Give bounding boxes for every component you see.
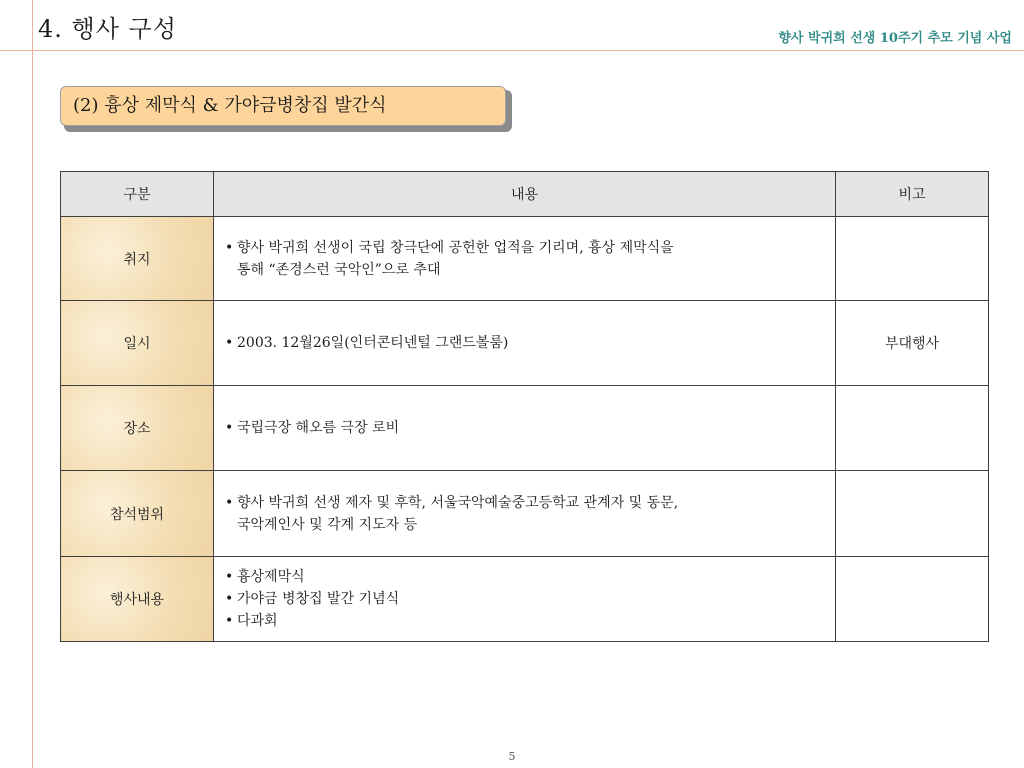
section-heading-box (60, 86, 512, 132)
table-row (61, 301, 989, 386)
bullet-icon: • (225, 613, 234, 629)
row-note: 부대행사 (836, 301, 989, 386)
content-continuation: 통해 “존경스런 국악인”으로 추대 (237, 261, 441, 278)
row-content (214, 386, 836, 471)
content-line (225, 237, 825, 259)
row-note (836, 557, 989, 642)
content-text: 향사 박귀희 선생이 국립 창극단에 공헌한 업적을 기리며, 흉상 제막식을 (237, 239, 674, 256)
content-text: 향사 박귀희 선생 제자 및 후학, 서울국악예술중고등학교 관계자 및 동문, (237, 494, 679, 511)
left-rule-line (32, 0, 33, 768)
row-note (836, 217, 989, 301)
section-heading: (2) 흉상 제막식 & 가야금병창집 발간식 (60, 86, 506, 126)
content-text: 2003. 12월26일(인터콘티넨털 그랜드볼룸) (237, 335, 509, 351)
content-text: 국립극장 해오름 극장 로비 (237, 420, 400, 436)
table-row (61, 471, 989, 557)
row-content (214, 301, 836, 386)
row-note (836, 386, 989, 471)
table-row (61, 217, 989, 301)
bullet-icon: • (225, 420, 234, 436)
row-content (214, 557, 836, 642)
row-label: 일시 (61, 301, 214, 386)
content-text: 가야금 병창집 발간 기념식 (237, 591, 400, 607)
column-header-content: 내용 (214, 172, 836, 217)
row-label: 취지 (61, 217, 214, 301)
row-label: 참석범위 (61, 471, 214, 557)
content-line (225, 417, 825, 439)
bullet-icon: • (225, 569, 234, 585)
project-name: 향사 박귀희 선생 10주기 추모 기념 사업 (778, 31, 1012, 46)
column-header-note: 비고 (836, 172, 989, 217)
row-content (214, 217, 836, 301)
row-label: 행사내용 (61, 557, 214, 642)
content-text: 흉상제막식 (237, 569, 305, 585)
content-line (225, 332, 825, 354)
list-item (225, 566, 825, 588)
row-content (214, 471, 836, 557)
table-header-row (61, 172, 989, 217)
list-item (225, 610, 825, 632)
bullet-icon: • (225, 591, 234, 607)
bullet-icon: • (225, 494, 234, 511)
table-row (61, 386, 989, 471)
column-header-category: 구분 (61, 172, 214, 217)
event-info-table (60, 171, 989, 642)
content-line (225, 492, 825, 514)
top-rule-line (0, 50, 1024, 51)
row-label: 장소 (61, 386, 214, 471)
bullet-icon: • (225, 335, 234, 351)
page-number: 5 (508, 750, 516, 763)
row-note (836, 471, 989, 557)
bullet-icon: • (225, 239, 234, 256)
content-text: 다과회 (237, 613, 278, 629)
list-item (225, 588, 825, 610)
table-row (61, 557, 989, 642)
page-title: 4. 행사 구성 (38, 15, 177, 43)
content-continuation: 국악계인사 및 각계 지도자 등 (237, 516, 418, 533)
